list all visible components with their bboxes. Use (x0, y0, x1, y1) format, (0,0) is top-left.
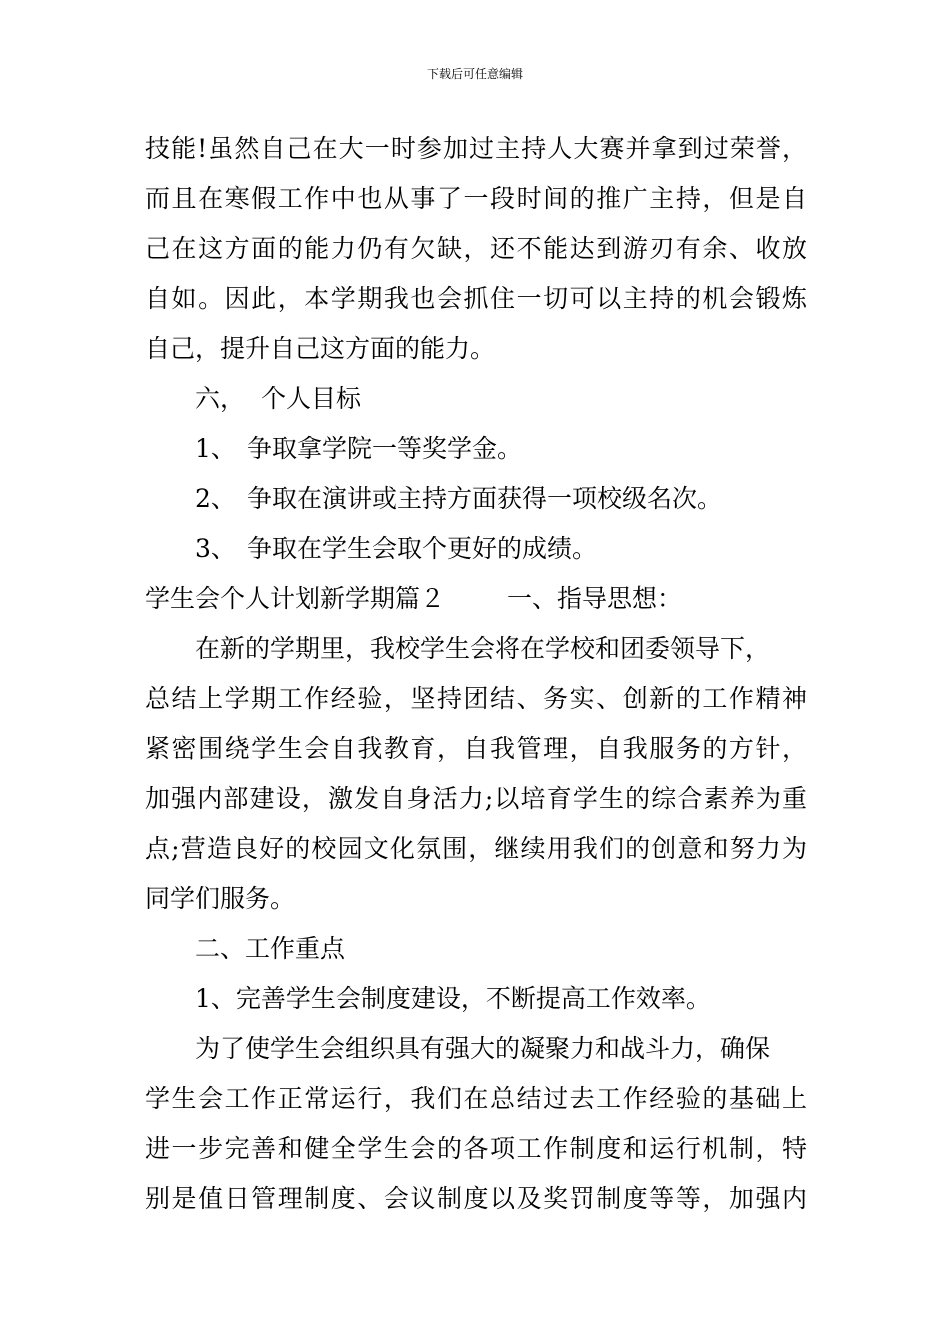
list-item (145, 424, 807, 474)
paragraph-line: 自己，提升自己这方面的能力。 (145, 334, 496, 363)
paragraph-line: 点;营造良好的校园文化氛围，继续用我们的创意和努力为 (145, 834, 807, 863)
list-item-text: 争取拿学院一等奖学金。 (247, 434, 523, 463)
document-section-title: 学生会个人计划新学期篇２ (145, 584, 446, 613)
subsection-heading: 一、指导思想： (507, 584, 683, 613)
list-item-text: 争取在演讲或主持方面获得一项校级名次。 (247, 484, 723, 513)
section-title: 个人目标 (261, 384, 362, 413)
paragraph-line: 为了使学生会组织具有强大的凝聚力和战斗力，确保 (195, 1034, 771, 1063)
paragraph-line: 总结上学期工作经验，坚持团结、务实、创新的工作精神 (145, 684, 807, 713)
list-item-number: 2、 (195, 484, 236, 513)
paragraph-line: 学生会工作正常运行，我们在总结过去工作经验的基础上 (145, 1084, 807, 1113)
list-item-number: 3、 (195, 534, 236, 563)
paragraph-line: 技能!虽然自己在大一时参加过主持人大赛并拿到过荣誉， (145, 134, 807, 163)
subsection-heading: 1、完善学生会制度建设，不断提高工作效率。 (195, 984, 711, 1013)
section-heading-6 (145, 374, 807, 424)
paragraph-line: 而且在寒假工作中也从事了一段时间的推广主持，但是自 (145, 184, 807, 213)
list-item (145, 524, 807, 574)
list-item (145, 474, 807, 524)
paragraph-line: 别是值日管理制度、会议制度以及奖罚制度等等，加强内 (145, 1184, 807, 1213)
paragraph-line: 加强内部建设，激发自身活力;以培育学生的综合素养为重 (145, 784, 807, 813)
paragraph-line: 在新的学期里，我校学生会将在学校和团委领导下， (195, 634, 771, 663)
paragraph-line: 进一步完善和健全学生会的各项工作制度和运行机制，特 (145, 1134, 807, 1163)
paragraph-line: 紧密围绕学生会自我教育，自我管理，自我服务的方针， (145, 734, 807, 763)
document-body (145, 124, 807, 1224)
list-item-number: 1、 (195, 434, 236, 463)
section-title-line (145, 574, 807, 624)
page-header-note: 下载后可任意编辑 (426, 67, 523, 81)
paragraph-line: 己在这方面的能力仍有欠缺，还不能达到游刃有余、收放 (145, 234, 807, 263)
list-item-text: 争取在学生会取个更好的成绩。 (247, 534, 598, 563)
paragraph-line: 同学们服务。 (145, 884, 296, 913)
section-heading-2: 二、工作重点 (195, 934, 346, 963)
paragraph-line: 自如。因此，本学期我也会抓住一切可以主持的机会锻炼 (145, 284, 807, 313)
section-number: 六， (195, 384, 246, 413)
